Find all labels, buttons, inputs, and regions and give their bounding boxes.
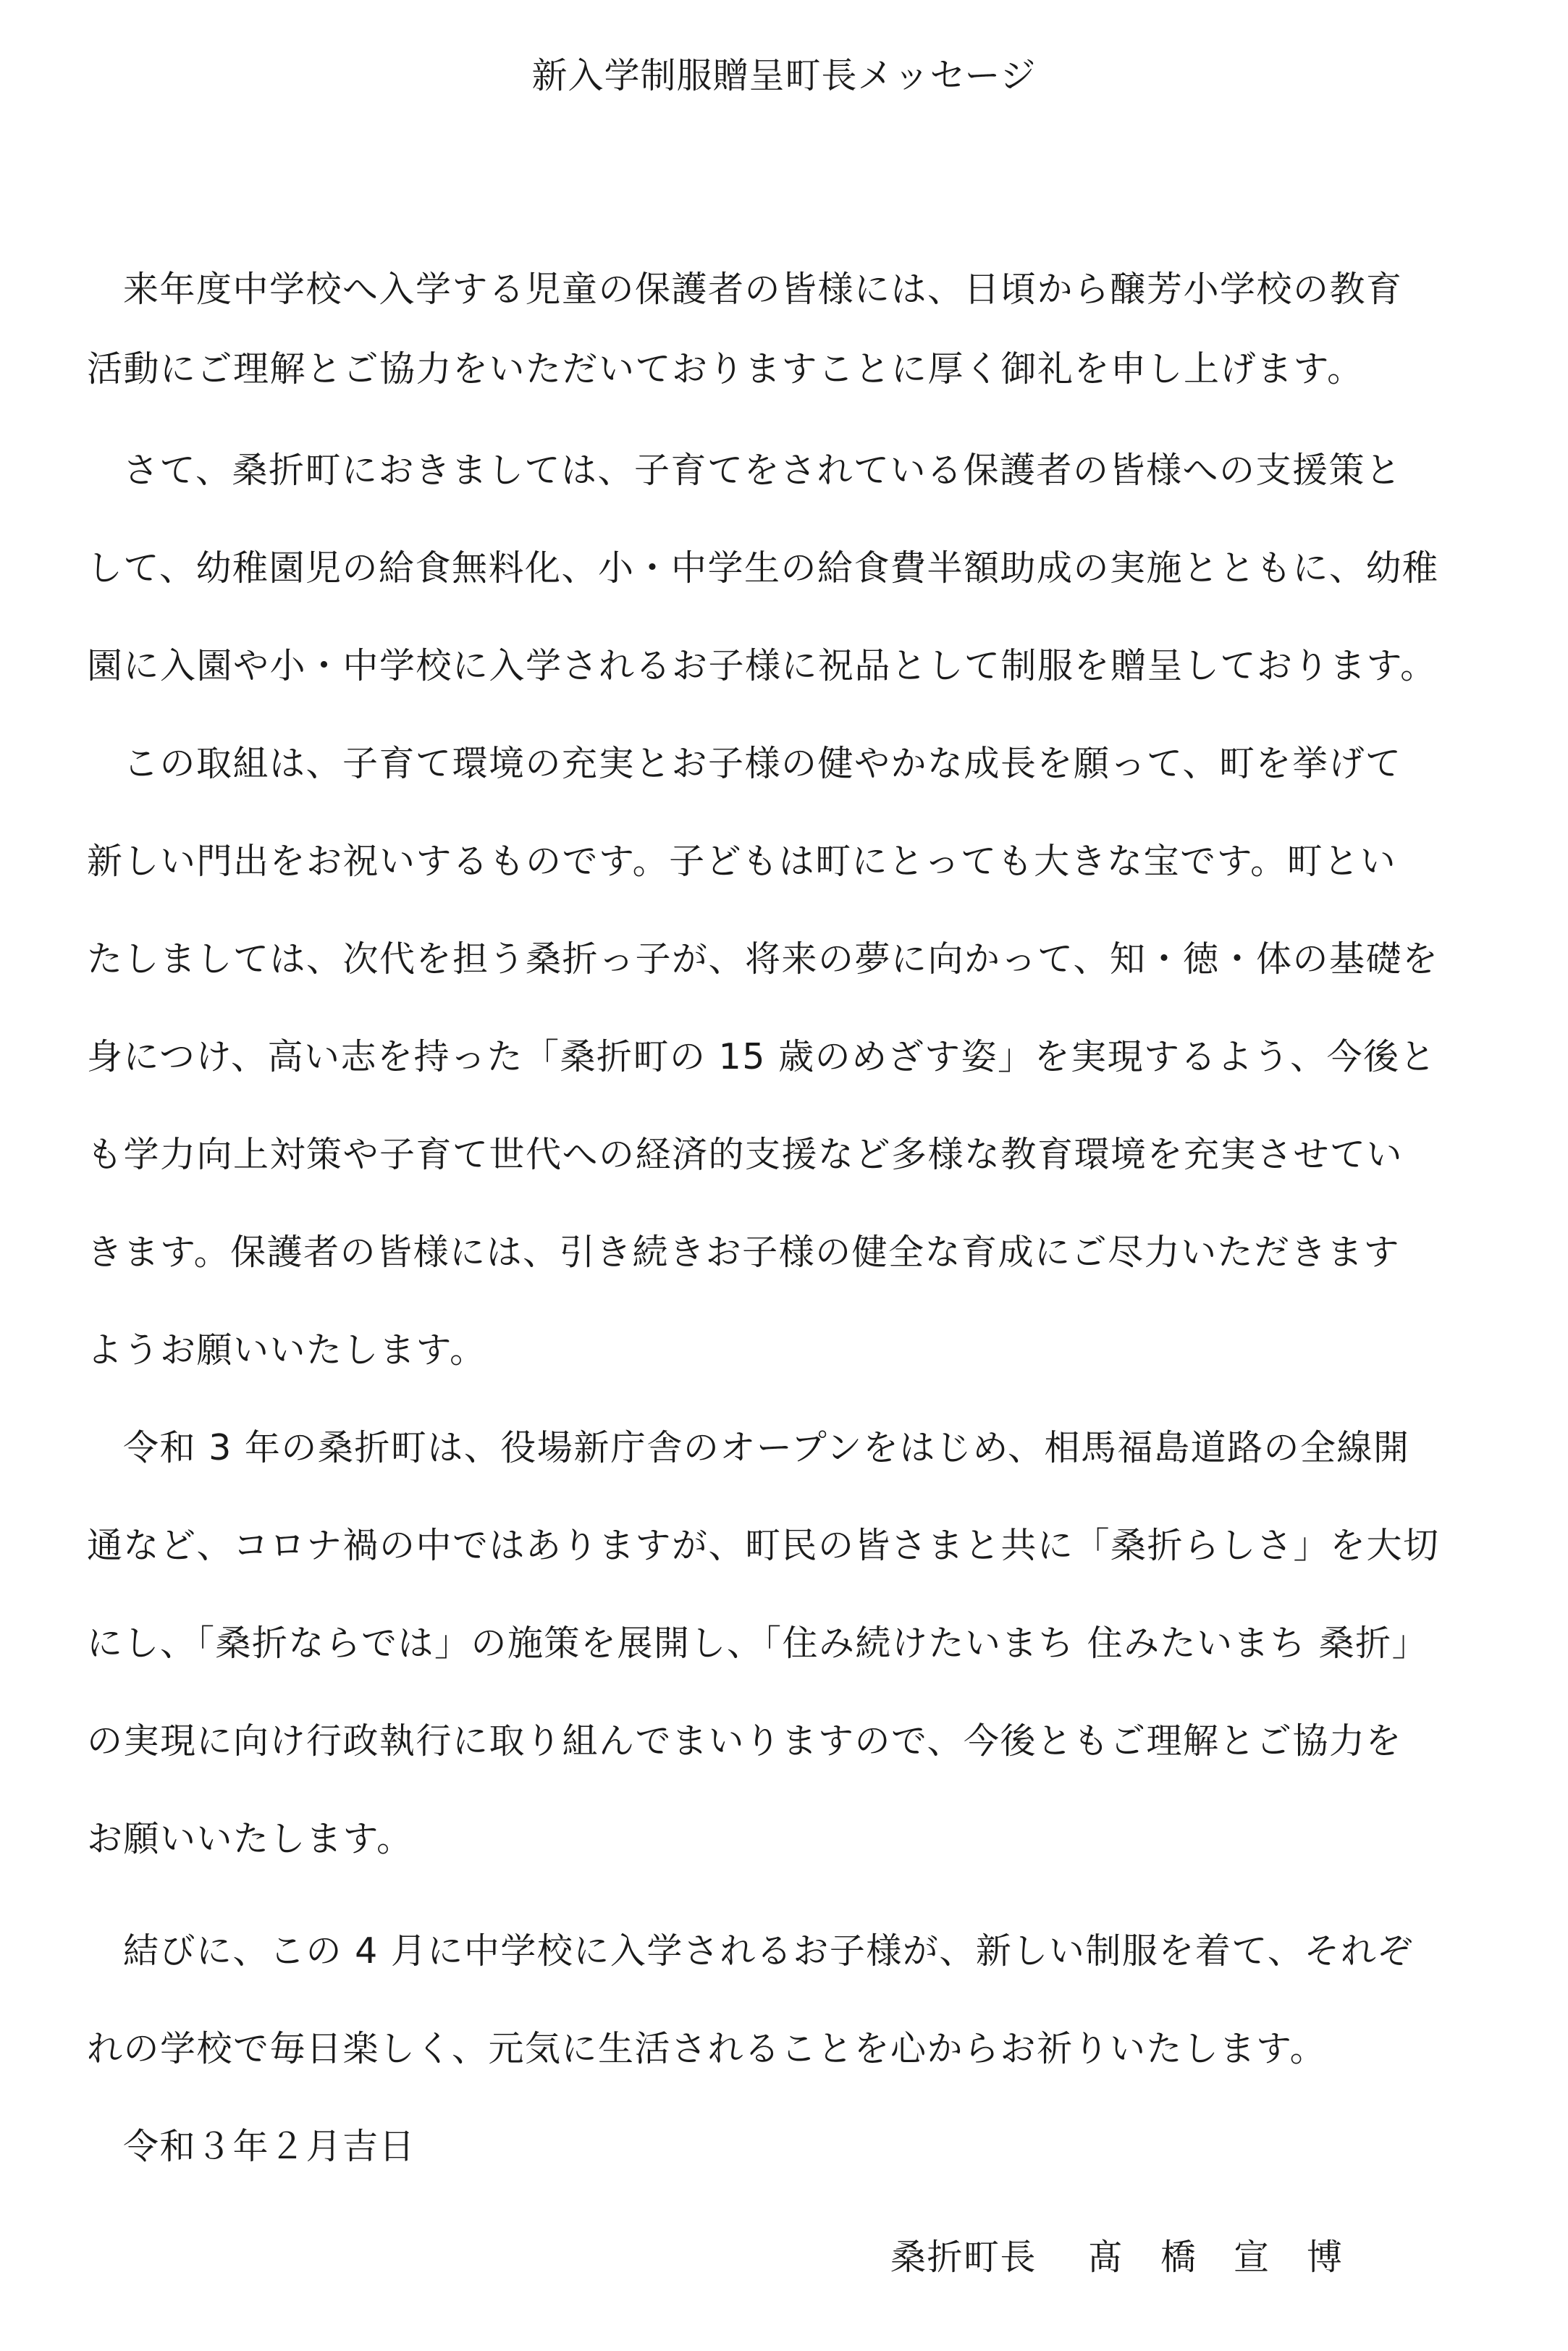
document-title: 新入学制服贈呈町長メッセージ: [531, 55, 1037, 96]
body-line: さて、桑折町におきましては、子育てをされている保護者の皆様への支援策と: [123, 450, 1402, 491]
body-line: ようお願いいたします。: [87, 1329, 486, 1371]
body-line: にし、「桑折ならでは」の施策を展開し、「住み続けたいまち 住みたいまち 桑折」: [87, 1623, 1429, 1664]
body-line: 園に入園や小・中学校に入学されるお子様に祝品として制服を贈呈しております。: [87, 645, 1437, 686]
signature-name: 髙橋宣博: [1087, 2237, 1381, 2278]
body-line: れの学校で毎日楽しく、元気に生活されることを心からお祈りいたします。: [87, 2028, 1327, 2069]
body-line: 活動にご理解とご協力をいただいておりますことに厚く御礼を申し上げます。: [87, 348, 1364, 390]
body-line: この取組は、子育て環境の充実とお子様の健やかな成長を願って、町を挙げて: [123, 743, 1402, 784]
body-line: して、幼稚園児の給食無料化、小・中学生の給食費半額助成の実施とともに、幼稚: [87, 547, 1439, 589]
body-line: 通など、コロナ禍の中ではありますが、町民の皆さまと共に「桑折らしさ」を大切: [87, 1525, 1440, 1566]
signature-role: 桑折町長: [890, 2237, 1037, 2278]
body-line: 令和 3 年の桑折町は、役場新庁舎のオープンをはじめ、相馬福島道路の全線開: [123, 1427, 1410, 1468]
body-line: 結びに、この 4 月に中学校に入学されるお子様が、新しい制服を着て、それぞ: [123, 1930, 1414, 1972]
body-line: きます。保護者の皆様には、引き続きお子様の健全な育成にご尽力いただきます: [87, 1232, 1401, 1273]
signature: [890, 2229, 1380, 2287]
body-line: も学力向上対策や子育て世代への経済的支援など多様な教育環境を充実させてい: [87, 1134, 1404, 1175]
body-line: 新しい門出をお祝いするものです。子どもは町にとっても大きな宝です。町とい: [87, 841, 1397, 882]
body-line: お願いいたします。: [87, 1818, 413, 1859]
body-line: 来年度中学校へ入学する児童の保護者の皆様には、日頃から醸芳小学校の教育: [123, 269, 1403, 310]
body-line: たしましては、次代を担う桑折っ子が、将来の夢に向かって、知・徳・体の基礎を: [87, 938, 1439, 980]
body-line: の実現に向け行政執行に取り組んでまいりますので、今後ともご理解とご協力を: [87, 1720, 1403, 1762]
body-line: 身につけ、高い志を持った「桑折町の 15 歳のめざす姿」を実現するよう、今後と: [87, 1036, 1437, 1077]
document-date: 令和３年２月吉日: [123, 2126, 416, 2167]
